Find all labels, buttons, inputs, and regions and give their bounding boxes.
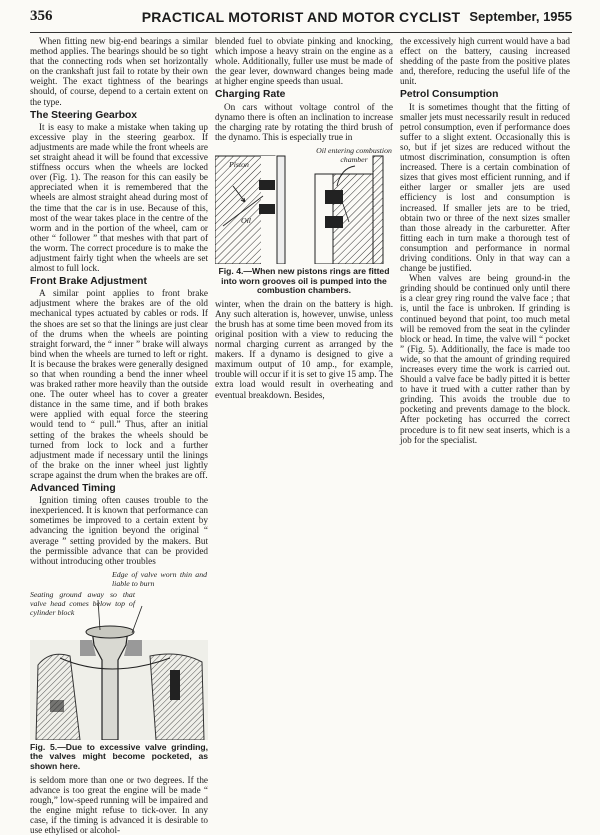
fig4-illustration [215, 146, 393, 264]
fig4-label-oil: Oil [241, 215, 251, 225]
fig4-label-piston: Piston [229, 159, 249, 169]
petrol-heading: Petrol Consumption [400, 89, 499, 101]
timing-heading: Advanced Timing [30, 483, 116, 495]
brake-paragraph: A similar point applies to front brake adjustment where the brakes are of the old mechanical types actuated by cables or rods. If the shoes are set so that the linings are just clear of the drums when the wheels are pointing straight forward, the “ inner ” brake will always bind when the wheels are turned to left or right. It is because the brakes were generally designed so that when rounding a bend the inner wheel was braked rather more heavily than the outside one. The outer wheel has to cover a greater distance in the same time, and if both brakes were applied with equal force the steering would tend to “ pull.” Thus, after an initial setting of the brakes the wheels should be turned from lock to lock and a further adjustment made if necessary until the linings of the brake on the inner wheel just lightly scrape against the drum when the brakes are off. [30, 288, 208, 480]
header-rule [30, 32, 572, 33]
fig4-label-oil-entering: Oil entering combustion chamber [316, 145, 392, 164]
issue-date: September, 1955 [469, 9, 572, 24]
timing-continued-paragraph: is seldom more than one or two degrees. If the advance is too great the engine will be made “ rough,” low-speed running will be impaired and the engine might refuse to tick-over. In any case, if the timing is advanced it is desirable to use ethylised or alcohol- [30, 774, 208, 835]
column-right [400, 36, 570, 445]
fig5-label-edge: Edge of valve worn thin and liable to burn [112, 569, 207, 588]
charging-heading: Charging Rate [215, 89, 286, 101]
page-number: 356 [30, 8, 53, 24]
fig4-caption: Fig. 4.—When new pistons rings are fitted into worn grooves oil is pumped into the combustion chambers. [218, 265, 390, 296]
intro-paragraph: When fitting new big-end bearings a similar method applies. The bearings should be so tight that the connecting rods when set horizontally on the crankshaft just fail to rotate by their own weight. The exact tightness of the bearings should, of course, depend to a certain extent on the type. [30, 36, 208, 107]
fig5-label-seating: Seating ground away so that valve head comes below top of cylinder block [30, 589, 135, 617]
brake-heading: Front Brake Adjustment [30, 276, 147, 288]
petrol-paragraph: It is sometimes thought that the fitting of smaller jets must necessarily result in reduced petrol consumption, even if performance does suffer to a slight extent. Occasionally this is so, but if jet sizes are reduced without the utmost discrimination, consumption is often increased. There is a certain combination of sizes that gives most efficient running, and if either larger or smaller jets are used efficiency is lost and consumption is increased. If smaller jets are to be tried, obtain two or three of the next sizes smaller than those already in the carburetter. After fitting each in turn make a thorough test of consumption and performance in normal driving conditions. Only in that way can a change be justified. [400, 101, 570, 274]
steering-paragraph: It is easy to make a mistake when taking up excessive play in the steering gearbox. If adjustments are made while the front wheels are set straight ahead it will be found that excessive stiffness occurs when the wheels are locked over (Fig. 1). The reason for this can easily be appreciated when it is remembered that the wheels are almost straight ahead during most of the time that the car is in use. Because of this, most of the wear takes place in the centre of the worm and in the portion of the wheel, cam or other “ follower ” that meshes with that part of the worm. The correct procedure is to make the adjustment fairly tight when the wheels are set almost to full lock. [30, 121, 208, 274]
charging-continued-paragraph: winter, when the drain on the battery is high. Any such alteration is, however, unwise, unless the brush has at some time been moved from its original position with a view to reducing the normal charging current as arranged by the makers. If a dynamo is designed to give a maximum output of 10 amp., for example, trouble will occur if it is set to give 15 amp. The extra load would result in overheating and eventual breakdown. Besides, [215, 298, 393, 400]
fig5-caption: Fig. 5.—Due to excessive valve grinding, the valves might become pocketed, as shown here. [30, 741, 208, 771]
column-left [30, 36, 208, 835]
valves-paragraph: When valves are being ground-in the grinding should be continued only until there is a clear grey ring round the valve face ; that is, until the face is unbroken. If grinding is continued beyond that point, too much metal will be removed from the seat in the cylinder block or head. In time, the valve will “ pocket ” (Fig. 5). Additionally, the face is made too wide, so that the amount of grinding required increases every time the work is carried out. Should a valve face be badly pitted it is better to have it trued with a cutter rather than by grinding. This avoids the trouble due to pocketing and prevents damage to the block. After pocketing has occurred the correct procedure is to fit new seat inserts, which is a job for the specialist. [400, 273, 570, 445]
steering-heading: The Steering Gearbox [30, 109, 138, 121]
timing-paragraph: Ignition timing often causes trouble to the inexperienced. It is known that performance can sometimes be improved to a certain extent by advancing the ignition beyond the original “ average ” setting provided by the makers. But the permissible advance that can be provided without introducing other troubles [30, 495, 208, 566]
column-middle [215, 36, 393, 400]
journal-title: PRACTICAL MOTORIST AND MOTOR CYCLIST [141, 9, 461, 25]
fuel-paragraph: blended fuel to obviate pinking and knocking, which impose a heavy strain on the engine as a whole. Additionally, fuller use must be made of the gear lever, downward changes being made at higher engine speeds than usual. [215, 36, 393, 87]
page-header [30, 8, 572, 30]
battery-paragraph: the excessively high current would have a bad effect on the battery, causing increased shedding of the paste from the positive plates and, therefore, reducing the useful life of the unit. [400, 36, 570, 87]
fig5-illustration [30, 570, 208, 740]
charging-paragraph: On cars without voltage control of the dynamo there is often an inclination to increase the charging rate by rotating the third brush of the dynamo. This is especially true in [215, 101, 393, 142]
